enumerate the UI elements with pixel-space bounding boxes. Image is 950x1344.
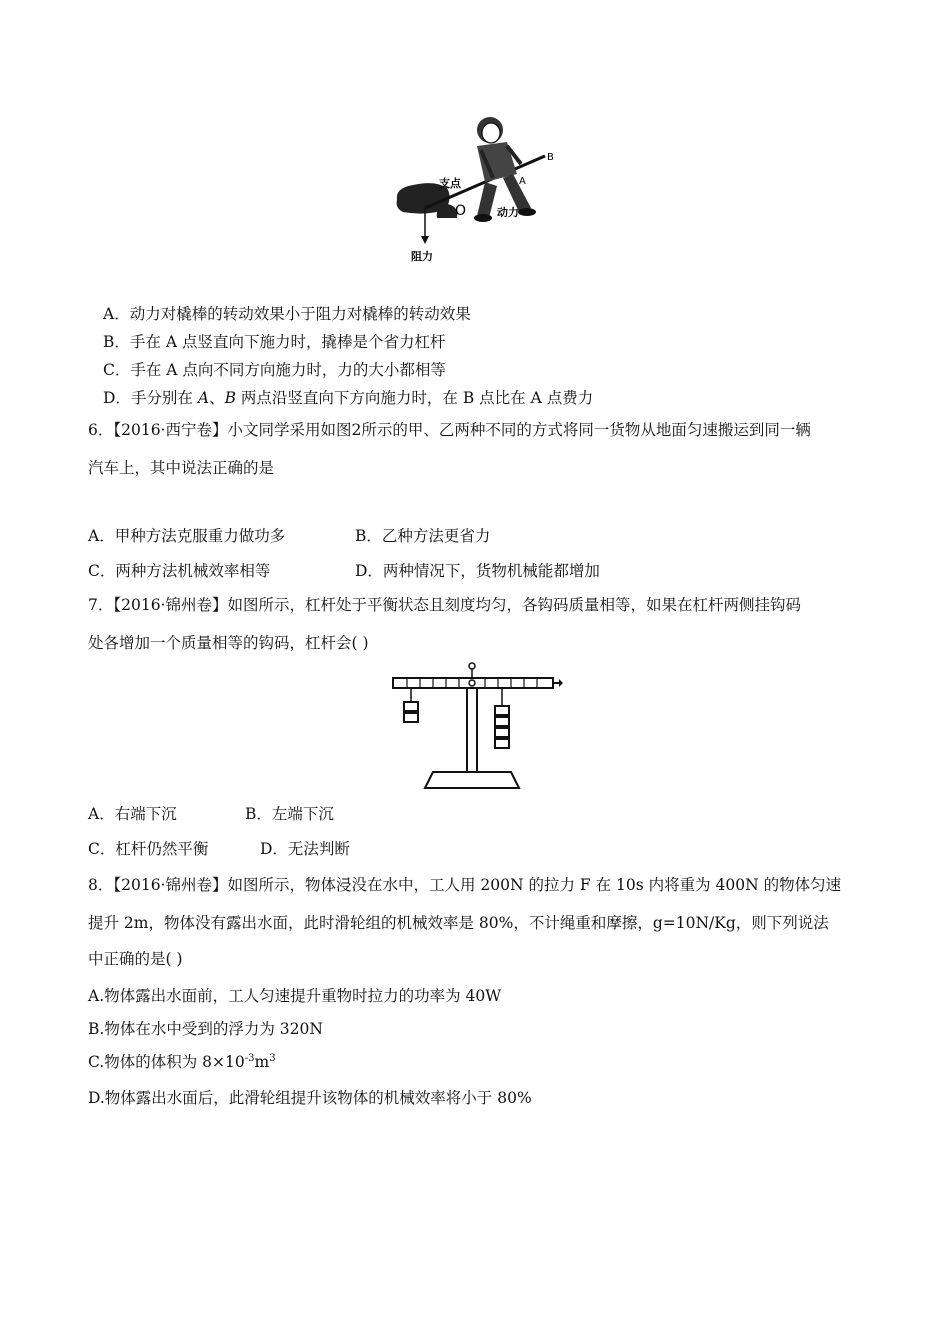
- q8-option-d: D.物体露出水面后，此滑轮组提升该物体的机械效率将小于 80%: [88, 1089, 532, 1107]
- q7-option-c: C．杠杆仍然平衡: [88, 840, 209, 858]
- q7-option-d: D．无法判断: [260, 840, 350, 858]
- q8-c-exponent-1: -3: [244, 1052, 255, 1064]
- label-point-a: A: [519, 176, 526, 187]
- label-point-b: B: [547, 152, 554, 163]
- q6-stem-line2: 汽车上，其中说法正确的是: [88, 459, 275, 477]
- q7-stem-line1: 7．【2016·锦州卷】如图所示，杠杆处于平衡状态且刻度均匀，各钩码质量相等，如果在杠杆两侧挂钩码: [88, 596, 801, 614]
- lever-crowbar-figure: [385, 108, 570, 268]
- q5-d-prefix: D．手分别在: [103, 389, 198, 407]
- q8-c-prefix: C.物体的体积为 8×10: [88, 1053, 245, 1071]
- q7-stem-line2: 处各增加一个质量相等的钩码，杠杆会( ): [88, 634, 369, 652]
- q7-option-a: A．右端下沉: [88, 805, 177, 823]
- q6-stem-line1: 6．【2016·西宁卷】小文同学采用如图2所示的甲、乙两种不同的方式将同一货物从地面匀速搬运到同一辆: [88, 421, 811, 439]
- q5-d-point-b: B: [224, 389, 236, 407]
- q5-option-c: C．手在 A 点向不同方向施力时，力的大小都相等: [103, 361, 446, 379]
- label-o: O: [455, 203, 467, 219]
- label-resistance: 阻力: [411, 250, 433, 263]
- q8-option-a: A.物体露出水面前，工人匀速提升重物时拉力的功率为 40W: [88, 987, 502, 1005]
- q5-option-a: A．动力对橇棒的转动效果小于阻力对橇棒的转动效果: [103, 305, 471, 323]
- label-effort: 动力: [497, 206, 519, 219]
- q8-c-exponent-2: 3: [269, 1052, 276, 1064]
- q8-stem-line3: 中正确的是( ): [88, 950, 183, 968]
- q6-option-b: B．乙种方法更省力: [355, 527, 491, 545]
- q5-d-suffix: 两点沿竖直向下方向施力时，在 B 点比在 A 点费力: [235, 389, 594, 407]
- q6-option-a: A．甲种方法克服重力做功多: [88, 527, 286, 545]
- q5-d-point-a: A: [197, 389, 210, 407]
- balance-lever-figure: [385, 660, 565, 792]
- q8-stem-line2: 提升 2m，物体没有露出水面，此时滑轮组的机械效率是 80%，不计绳重和摩擦，g=10N/Kg，则下列说法: [88, 914, 829, 932]
- q5-option-b: B．手在 A 点竖直向下施力时，撬棒是个省力杠杆: [103, 333, 446, 351]
- label-fulcrum: 支点: [439, 177, 461, 190]
- q7-option-b: B．左端下沉: [245, 805, 334, 823]
- q8-option-b: B.物体在水中受到的浮力为 320N: [88, 1020, 323, 1038]
- q6-option-c: C．两种方法机械效率相等: [88, 562, 271, 580]
- q8-stem-line1: 8．【2016·锦州卷】如图所示，物体浸没在水中，工人用 200N 的拉力 F 在 10s 内将重为 400N 的物体匀速: [88, 876, 842, 894]
- q8-c-unit: m: [254, 1053, 270, 1071]
- q5-option-d: [103, 386, 593, 408]
- q8-option-c: [88, 1050, 276, 1072]
- q6-option-d: D．两种情况下，货物机械能都增加: [355, 562, 600, 580]
- q5-d-sep: 、: [209, 389, 225, 407]
